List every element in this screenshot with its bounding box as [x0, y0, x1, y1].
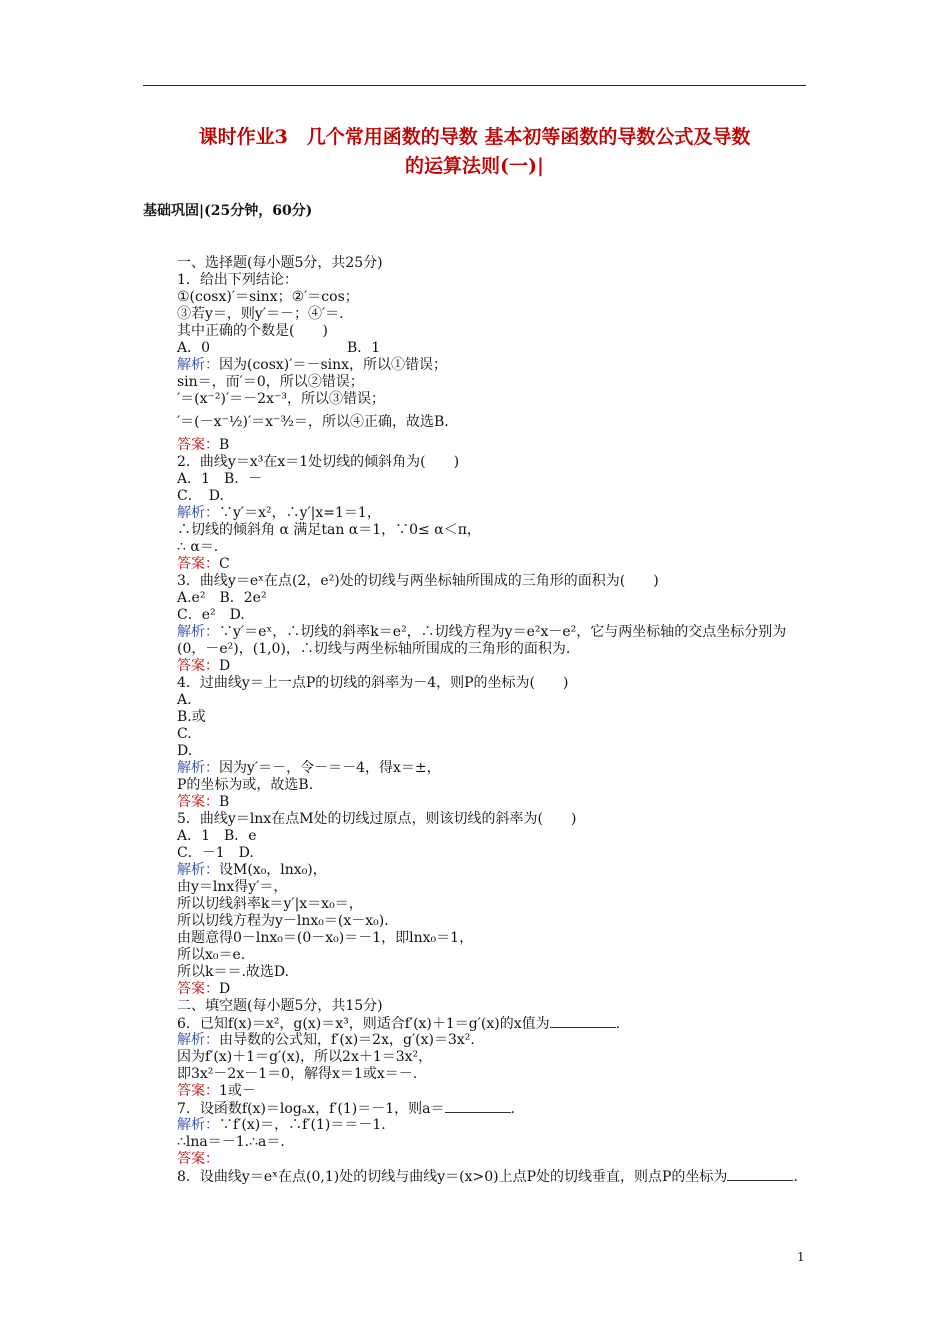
text-line	[177, 777, 812, 794]
section-heading: 基础巩固|(25分钟，60分)	[143, 203, 313, 219]
line-text: 所以k＝＝.故选D.	[177, 964, 290, 980]
text-line	[177, 289, 812, 306]
line-text: 3．曲线y＝eˣ在点(2，e²)处的切线与两坐标轴所围成的三角形的面积为( )	[177, 573, 659, 589]
line-text: 8．设曲线y＝eˣ在点(0,1)处的切线与曲线y＝(x>0)上点P处的切线垂直，则点P的坐标为	[177, 1169, 728, 1185]
answer-label: 答案：	[177, 1151, 219, 1167]
text-line	[177, 1032, 812, 1049]
line-text: 由y＝lnx得y′＝，	[177, 879, 288, 895]
text-line	[177, 323, 812, 340]
analysis-label: 解析：	[177, 760, 219, 776]
answer-label: 答案：	[177, 794, 219, 810]
analysis-label: 解析：	[177, 1117, 219, 1133]
answer-label: 答案：	[177, 556, 219, 572]
text-line	[177, 488, 812, 505]
line-text: C．－1 D.	[177, 845, 254, 861]
text-line	[177, 726, 812, 743]
line-text: ∴ α＝.	[177, 539, 219, 555]
text-line	[177, 374, 812, 391]
text-line	[177, 794, 812, 811]
text-line	[177, 947, 812, 964]
line-text: A.	[177, 692, 192, 708]
line-text: 所以切线斜率k＝y′|x＝x₀＝，	[177, 896, 363, 912]
text-line	[177, 1015, 812, 1032]
line-text: C	[219, 556, 230, 572]
text-line	[177, 998, 812, 1015]
line-text: 由导数的公式知，f′(x)＝2x，g′(x)＝3x².	[219, 1032, 475, 1048]
line-text: 7．设函数f(x)＝logₐx，f′(1)＝－1，则a＝	[177, 1101, 445, 1117]
text-line	[177, 624, 812, 658]
text-line	[177, 255, 812, 272]
line-text: ∵y′＝eˣ，∴切线的斜率k＝e²，∴切线方程为y＝e²x－e²，它与两坐标轴的交点坐标分别为(0，－e²)，(1,0)，∴切线与两坐标轴所围成的三角形的面积为.	[177, 624, 787, 657]
text-line	[177, 896, 812, 913]
line-text: 4．过曲线y＝上一点P的切线的斜率为－4，则P的坐标为( )	[177, 675, 569, 691]
text-line	[177, 1066, 812, 1083]
line-text: 因为f′(x)＋1＝g′(x)，所以2x＋1＝3x²，	[177, 1049, 433, 1065]
line-text: 所以切线方程为y－lnx₀＝(x－x₀).	[177, 913, 389, 929]
line-text: B	[219, 794, 230, 810]
line-text: A．1 B．e	[177, 828, 257, 844]
page-number: 1	[797, 1250, 805, 1264]
line-text: 2．曲线y＝x³在x＝1处切线的倾斜角为( )	[177, 454, 460, 470]
analysis-label: 解析：	[177, 505, 219, 521]
text-line	[177, 408, 812, 437]
text-line	[177, 913, 812, 930]
line-text: 即3x²－2x－1＝0，解得x＝1或x＝－.	[177, 1066, 418, 1082]
text-line	[177, 862, 812, 879]
line-text: A．1 B．－	[177, 471, 263, 487]
text-line	[177, 1168, 812, 1186]
text-line	[177, 272, 812, 289]
line-text: 其中正确的个数是( )	[177, 323, 328, 339]
title-line-1: 课时作业3 几个常用函数的导数 基本初等函数的导数公式及导数	[198, 126, 751, 148]
analysis-label: 解析：	[177, 1032, 219, 1048]
line-text: ③若y＝，则y′＝－；④′＝.	[177, 306, 344, 322]
line-text: A.e² B．2e²	[177, 590, 267, 606]
text-line	[177, 391, 812, 408]
line-text: B.或	[177, 709, 206, 725]
line-text: ′＝(x⁻²)′＝－2x⁻³，所以③错误；	[177, 391, 385, 407]
text-line	[177, 981, 812, 998]
line-text: 所以x₀＝e.	[177, 947, 246, 963]
line-text: 由题意得0－lnx₀＝(0－x₀)＝－1，即lnx₀＝1，	[177, 930, 474, 946]
text-line	[177, 357, 812, 374]
line-text: C．e² D.	[177, 607, 245, 623]
line-text: A．0	[177, 340, 211, 356]
text-line	[177, 454, 812, 471]
line-text: 设M(x₀，lnx₀)，	[219, 862, 327, 878]
text-line	[177, 607, 812, 624]
text-line	[177, 539, 812, 556]
line-text: sin＝，而′＝0，所以②错误；	[177, 374, 364, 390]
line-text: 一、选择题(每小题5分，共25分)	[177, 255, 383, 271]
line-text: D	[219, 981, 231, 997]
line-text: 因为(cosx)′＝－sinx，所以①错误；	[219, 357, 448, 373]
line-text-tail: .	[793, 1169, 798, 1185]
text-line	[177, 692, 812, 709]
text-line	[177, 471, 812, 488]
line-text: 二、填空题(每小题5分，共15分)	[177, 998, 383, 1014]
line-text: 5．曲线y＝lnx在点M处的切线过原点，则该切线的斜率为( )	[177, 811, 577, 827]
text-line	[177, 590, 812, 607]
text-line	[177, 760, 812, 777]
line-text: B	[219, 437, 230, 453]
answer-label: 答案：	[177, 658, 219, 674]
line-text: D.	[177, 743, 193, 759]
text-line	[177, 573, 812, 590]
text-line	[177, 743, 812, 760]
text-line	[177, 1151, 812, 1168]
line-text: 6．已知f(x)＝x²，g(x)＝x³，则适合f′(x)＋1＝g′(x)的x值为	[177, 1016, 550, 1032]
line-text-tail: .	[615, 1016, 621, 1032]
text-line	[177, 811, 812, 828]
text-line	[177, 340, 812, 357]
text-line	[177, 505, 812, 522]
text-line	[177, 1100, 812, 1117]
line-text: D	[219, 658, 231, 674]
text-line	[177, 675, 812, 692]
text-line	[177, 556, 812, 573]
line-text: 1．给出下列结论：	[177, 272, 298, 288]
answer-blank	[445, 1100, 511, 1113]
text-line	[177, 522, 812, 539]
analysis-label: 解析：	[177, 862, 219, 878]
line-text: 1或－	[219, 1083, 256, 1099]
line-text: ∵y′＝x²，∴y′|x=1＝1，	[219, 505, 381, 521]
line-text: ′＝(－x⁻½)′＝x⁻³⁄₂＝，所以④正确，故选B.	[177, 414, 449, 430]
text-line	[177, 709, 812, 726]
option-text: B．1	[347, 340, 381, 356]
exercise-body	[177, 255, 812, 1186]
text-line	[177, 828, 812, 845]
text-line	[177, 879, 812, 896]
answer-blank	[550, 1015, 616, 1028]
analysis-label: 解析：	[177, 357, 219, 373]
line-text: ∵f′(x)＝，∴f′(1)＝＝－1.	[219, 1117, 386, 1133]
header-rule	[143, 85, 806, 86]
text-line	[177, 1117, 812, 1134]
line-text: C． D.	[177, 488, 224, 504]
text-line	[177, 1049, 812, 1066]
line-text: ∴lna＝－1.∴a＝.	[177, 1134, 285, 1150]
answer-blank	[727, 1168, 793, 1181]
text-line	[177, 964, 812, 981]
text-line	[177, 845, 812, 862]
line-text: C.	[177, 726, 192, 742]
line-text-tail: .	[510, 1101, 515, 1117]
answer-label: 答案：	[177, 437, 219, 453]
analysis-label: 解析：	[177, 624, 219, 640]
line-text: ∴切线的倾斜角 α 满足tan α＝1，∵0≤ α＜π，	[177, 522, 481, 538]
line-text: P的坐标为或，故选B.	[177, 777, 314, 793]
line-text: 因为y′＝－，令－＝－4，得x＝±，	[219, 760, 441, 776]
text-line	[177, 658, 812, 675]
text-line	[177, 437, 812, 454]
page-title	[143, 123, 806, 181]
answer-label: 答案：	[177, 981, 219, 997]
text-line	[177, 1083, 812, 1100]
line-text: ①(cosx)′＝sinx；②′＝cos；	[177, 289, 359, 305]
text-line	[177, 930, 812, 947]
answer-label: 答案：	[177, 1083, 219, 1099]
text-line	[177, 306, 812, 323]
title-line-2: 的运算法则(一)|	[405, 155, 544, 177]
text-line	[177, 1134, 812, 1151]
